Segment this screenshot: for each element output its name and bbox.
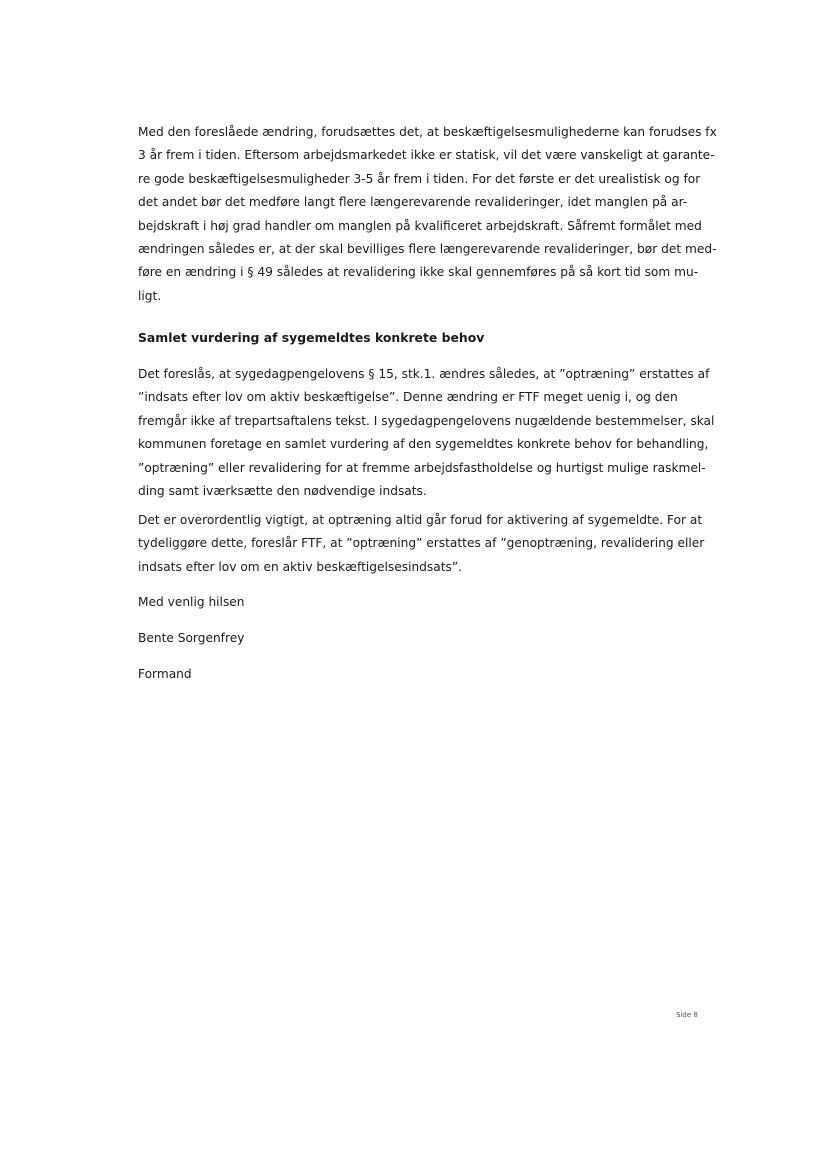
text-line: det andet bør det medføre langt flere længerevarende revalideringer, idet manglen på ar- — [138, 195, 688, 210]
signature-name: Bente Sorgenfrey — [138, 631, 245, 645]
page-number: Side 8 — [676, 1011, 698, 1019]
paragraph-training-priority — [138, 509, 705, 579]
paragraph-employment-prospects — [138, 121, 717, 308]
text-line: 3 år frem i tiden. Eftersom arbejdsmarkedet ikke er statisk, vil det være vanskeligt at garante- — [138, 148, 715, 163]
signature-title: Formand — [138, 667, 192, 681]
text-line: ”indsats efter lov om aktiv beskæftigelse”. Denne ændring er FTF meget uenig i, og den — [138, 390, 678, 405]
paragraph-sickness-benefit-law — [138, 363, 715, 503]
text-line: bejdskraft i høj grad handler om manglen på kvalificeret arbejdskraft. Såfremt formålet med — [138, 218, 702, 233]
text-line: Det er overordentlig vigtigt, at optræning altid går forud for aktivering af sygemeldte. For at — [138, 513, 703, 527]
text-line: indsats efter lov om en aktiv beskæftigelsesindsats”. — [138, 559, 463, 574]
text-line: fremgår ikke af trepartsaftalens tekst. I sygedagpengelovens nugældende bestemmelser, skal — [138, 413, 715, 428]
text-line: ændringen således er, at der skal bevilliges flere længerevarende revalideringer, bør det med- — [138, 242, 717, 257]
text-line: Med den foreslåede ændring, forudsættes det, at beskæftigelsesmulighederne kan forudses fx — [138, 125, 717, 139]
text-line: føre en ændring i § 49 således at revalidering ikke skal gennemføres på så kort tid som mu- — [138, 265, 699, 280]
text-line: ding samt iværksætte den nødvendige indsats. — [138, 484, 427, 499]
text-line: ”optræning” eller revalidering for at fremme arbejdsfastholdelse og hurtigst mulige raskmel- — [138, 460, 706, 475]
text-line: ligt. — [138, 288, 162, 303]
text-line: Det foreslås, at sygedagpengelovens § 15, stk.1. ændres således, at ”optræning” erstattes af — [138, 367, 710, 381]
closing-greeting: Med venlig hilsen — [138, 595, 245, 609]
text-line: tydeliggøre dette, foreslår FTF, at ”optræning” erstattes af ”genoptræning, revalidering eller — [138, 536, 705, 551]
text-line: re gode beskæftigelsesmuligheder 3-5 år frem i tiden. For det første er det urealistisk og for — [138, 171, 701, 186]
text-line: kommunen foretage en samlet vurdering af den sygemeldtes konkrete behov for behandling, — [138, 437, 709, 452]
section-heading: Samlet vurdering af sygemeldtes konkrete behov — [138, 330, 485, 345]
